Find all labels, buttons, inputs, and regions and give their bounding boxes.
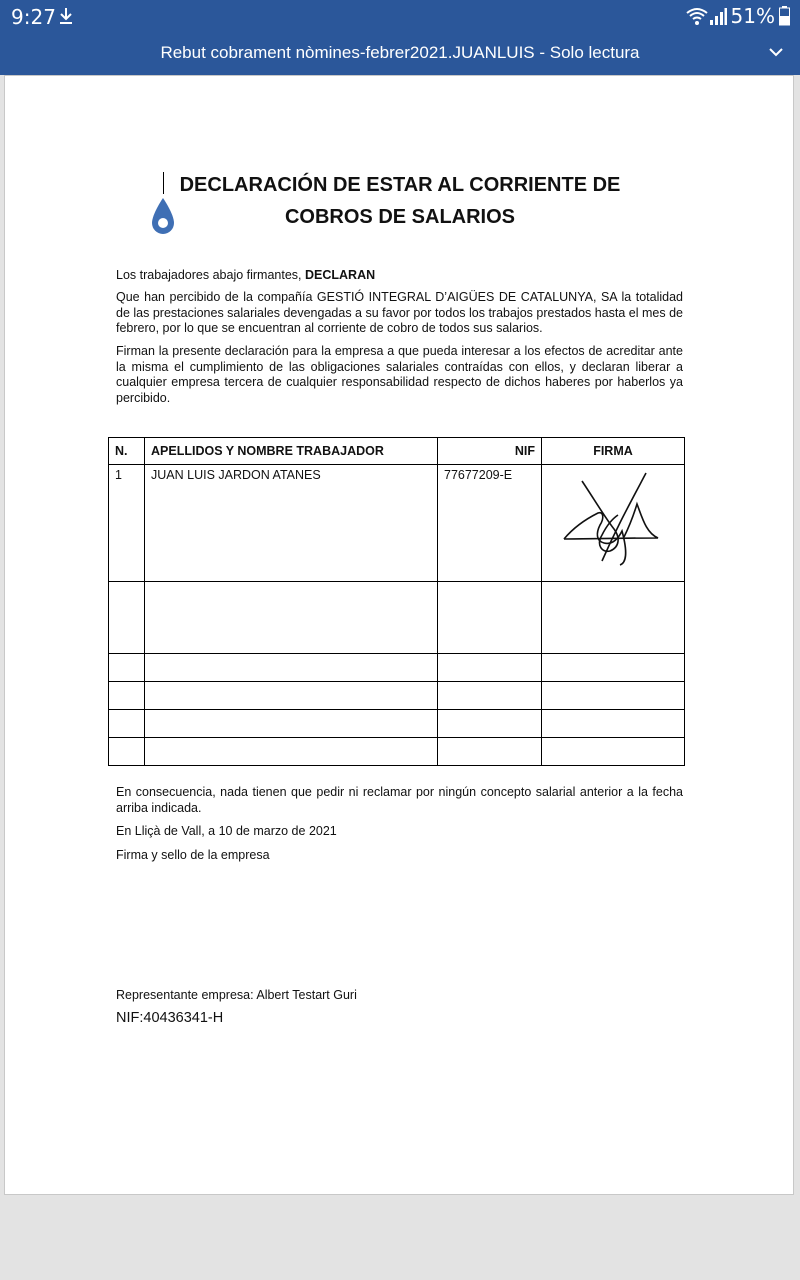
title-bar xyxy=(0,33,800,75)
signature-cell xyxy=(542,465,685,582)
table-row xyxy=(109,582,685,654)
workers-table xyxy=(108,437,685,766)
signal-icon xyxy=(709,6,727,26)
intro-text xyxy=(116,268,683,284)
table-row xyxy=(109,465,685,582)
download-icon xyxy=(59,7,73,30)
document-title[interactable]: Rebut cobrament nòmines-febrer2021.JUANLUIS - Solo lectura xyxy=(160,43,640,62)
table-cell xyxy=(145,682,438,710)
table-cell xyxy=(542,738,685,766)
heading-line-2: COBROS DE SALARIOS xyxy=(284,206,516,228)
battery-icon xyxy=(779,6,790,26)
table-cell xyxy=(145,738,438,766)
table-cell xyxy=(438,582,542,654)
representative-nif: NIF:40436341-H xyxy=(116,1010,224,1026)
table-cell xyxy=(109,682,145,710)
table-cell xyxy=(438,738,542,766)
signature-image xyxy=(558,467,668,572)
company-seal-label: Firma y sello de la empresa xyxy=(116,848,270,862)
table-cell xyxy=(109,582,145,654)
intro-text-bold: DECLARAN xyxy=(305,268,376,282)
status-bar xyxy=(0,0,800,33)
table-cell xyxy=(542,710,685,738)
table-cell xyxy=(438,654,542,682)
table-cell xyxy=(109,710,145,738)
table-cell: 77677209-E xyxy=(438,465,542,582)
table-cell xyxy=(438,710,542,738)
battery-percentage: 51% xyxy=(730,4,775,28)
heading-line-1: DECLARACIÓN DE ESTAR AL CORRIENTE DE xyxy=(179,174,621,196)
wifi-icon xyxy=(685,6,709,26)
intro-text-plain: Los trabajadores abajo firmantes, xyxy=(116,268,305,282)
paragraph-2: Firman la presente declaración para la empresa a que pueda interesar a los efectos de acreditar ante la misma el cumplimiento de las obligaciones salariales contraídas con ellos, y declaran liberar a cualquier empresa tercera de cualquier responsabilidad respecto de dichos haberes por haberlos ya percibido. xyxy=(116,344,683,405)
table-header: N. xyxy=(109,438,145,465)
table-header: NIF xyxy=(438,438,542,465)
table-cell xyxy=(542,654,685,682)
status-time: 9:27 xyxy=(11,5,56,29)
table-header-row xyxy=(109,438,685,465)
representative: Representante empresa: Albert Testart Guri xyxy=(116,988,357,1002)
table-row xyxy=(109,710,685,738)
table-cell xyxy=(109,738,145,766)
table-cell xyxy=(438,682,542,710)
table-cell xyxy=(109,654,145,682)
table-cell xyxy=(145,710,438,738)
chevron-down-icon[interactable] xyxy=(768,45,784,63)
paragraph-1: Que han percibido de la compañía GESTIÓ INTEGRAL D’AIGÜES DE CATALUNYA, SA la totalidad de las prestaciones salariales devengadas a su favor por todos los trabajos prestados hasta el mes de febrero, por lo que se encuentran al corriente de cobro de todos sus salarios. xyxy=(116,290,683,336)
table-row xyxy=(109,682,685,710)
table-cell: 1 xyxy=(109,465,145,582)
table-header: APELLIDOS Y NOMBRE TRABAJADOR xyxy=(145,438,438,465)
table-cell xyxy=(542,682,685,710)
table-header: FIRMA xyxy=(542,438,685,465)
table-row xyxy=(109,738,685,766)
paragraph-3: En consecuencia, nada tienen que pedir ni reclamar por ningún concepto salarial anterior a la fecha arriba indicada. xyxy=(116,785,683,815)
document-heading xyxy=(150,169,650,233)
table-cell: JUAN LUIS JARDON ATANES xyxy=(145,465,438,582)
place-date: En Lliçà de Vall, a 10 de marzo de 2021 xyxy=(116,824,337,838)
table-cell xyxy=(145,582,438,654)
table-row xyxy=(109,654,685,682)
table-cell xyxy=(145,654,438,682)
table-cell xyxy=(542,582,685,654)
